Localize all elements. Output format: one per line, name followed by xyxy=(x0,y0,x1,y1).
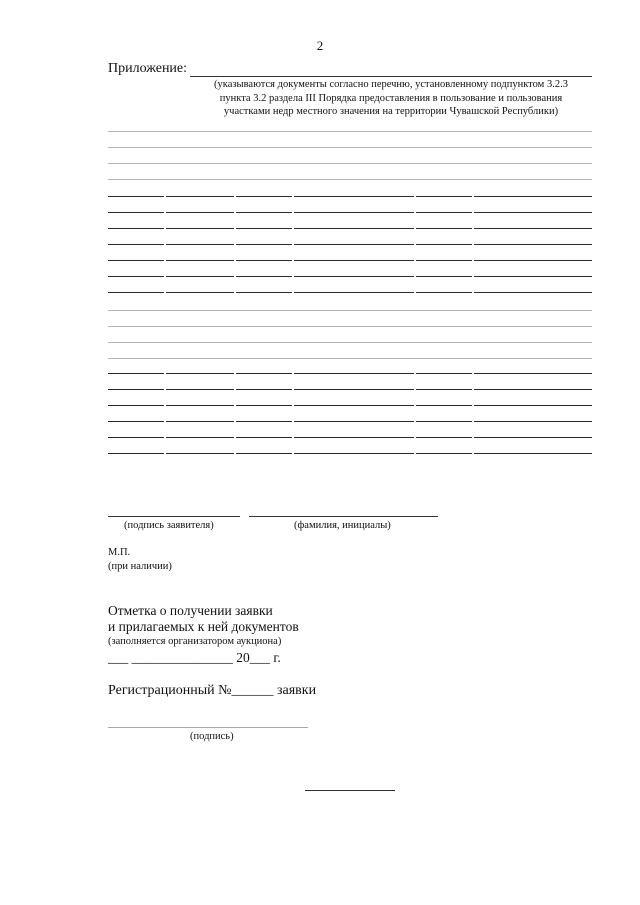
blank-fill-segment xyxy=(166,437,234,438)
blank-fill-segment xyxy=(416,453,472,454)
footer-separator-line xyxy=(305,790,395,791)
blank-fill-segment xyxy=(474,244,592,245)
blank-fill-segment xyxy=(108,212,164,213)
appendix-note-line: участками недр местного значения на территории Чувашской Республики) xyxy=(223,106,559,117)
blank-fill-segment xyxy=(416,373,472,374)
appendix-note xyxy=(160,78,622,119)
appendix-note-line: (указываются документы согласно перечню, установленному подпунктом 3.2.3 xyxy=(214,79,568,90)
registration-number: Регистрационный №______ заявки xyxy=(108,683,317,698)
blank-fill-segment xyxy=(166,405,234,406)
blank-fill-segment xyxy=(236,292,292,293)
blank-fill-line xyxy=(108,326,592,327)
blank-fill-segment xyxy=(416,437,472,438)
receipt-title-line1: Отметка о получении заявки xyxy=(108,603,273,618)
blank-fill-segment xyxy=(474,373,592,374)
blank-fill-segment xyxy=(294,389,414,390)
blank-fill-segment xyxy=(416,276,472,277)
blank-fill-segment xyxy=(236,421,292,422)
blank-fill-segment xyxy=(474,260,592,261)
name-initials-caption: (фамилия, инициалы) xyxy=(294,520,391,531)
blank-fill-segment xyxy=(236,244,292,245)
receipt-date-line: ___ _______________ 20___ г. xyxy=(108,650,281,665)
receiver-signature-line xyxy=(108,727,308,728)
blank-fill-segment xyxy=(236,373,292,374)
blank-fill-segment xyxy=(474,212,592,213)
blank-fill-segment xyxy=(294,228,414,229)
page-number: 2 xyxy=(316,38,324,53)
appendix-label: Приложение: xyxy=(108,61,188,76)
blank-fill-segment xyxy=(416,421,472,422)
blank-fill-segment xyxy=(166,260,234,261)
blank-fill-segment xyxy=(236,260,292,261)
blank-fill-segment xyxy=(236,228,292,229)
blank-fill-segment xyxy=(166,196,234,197)
stamp-label: М.П. xyxy=(108,547,131,558)
blank-fill-segment xyxy=(294,196,414,197)
blank-fill-segment xyxy=(294,437,414,438)
blank-fill-segment xyxy=(108,389,164,390)
name-initials-line xyxy=(249,516,438,517)
blank-fill-segment xyxy=(474,405,592,406)
blank-fill-segment xyxy=(236,437,292,438)
blank-fill-segment xyxy=(294,373,414,374)
blank-fill-line xyxy=(108,342,592,343)
blank-fill-segment xyxy=(108,421,164,422)
blank-fill-segment xyxy=(236,196,292,197)
blank-fill-segment xyxy=(416,196,472,197)
blank-fill-segment xyxy=(166,244,234,245)
blank-fill-segment xyxy=(416,228,472,229)
blank-fill-segment xyxy=(416,260,472,261)
blank-fill-segment xyxy=(474,196,592,197)
blank-fill-segment xyxy=(236,389,292,390)
blank-fill-line xyxy=(108,358,592,359)
receipt-note: (заполняется организатором аукциона) xyxy=(108,636,282,647)
blank-fill-segment xyxy=(474,292,592,293)
appendix-note-line: пункта 3.2 раздела III Порядка предоставления в пользование и пользования xyxy=(219,92,563,104)
receiver-signature-caption: (подпись) xyxy=(190,731,234,742)
blank-fill-segment xyxy=(108,228,164,229)
blank-fill-segment xyxy=(294,453,414,454)
blank-fill-segment xyxy=(416,212,472,213)
blank-fill-segment xyxy=(166,389,234,390)
receipt-title-line2: и прилагаемых к ней документов xyxy=(108,619,299,634)
applicant-signature-line xyxy=(108,516,240,517)
blank-fill-segment xyxy=(474,276,592,277)
blank-fill-line xyxy=(108,179,592,180)
blank-fill-segment xyxy=(416,292,472,293)
applicant-signature-caption: (подпись заявителя) xyxy=(124,520,214,531)
blank-fill-segment xyxy=(166,212,234,213)
blank-fill-segment xyxy=(236,212,292,213)
blank-fill-segment xyxy=(294,244,414,245)
blank-fill-segment xyxy=(108,244,164,245)
blank-fill-segment xyxy=(236,405,292,406)
blank-fill-line xyxy=(108,163,592,164)
blank-fill-segment xyxy=(166,228,234,229)
blank-fill-segment xyxy=(166,292,234,293)
blank-fill-segment xyxy=(474,453,592,454)
stamp-note: (при наличии) xyxy=(108,561,172,572)
blank-fill-segment xyxy=(474,421,592,422)
blank-fill-segment xyxy=(474,437,592,438)
appendix-fill-line xyxy=(190,76,592,77)
blank-fill-segment xyxy=(166,421,234,422)
blank-fill-segment xyxy=(236,276,292,277)
blank-fill-segment xyxy=(294,212,414,213)
blank-fill-line xyxy=(108,147,592,148)
blank-fill-segment xyxy=(416,389,472,390)
blank-fill-segment xyxy=(236,453,292,454)
blank-fill-segment xyxy=(108,292,164,293)
blank-fill-segment xyxy=(108,373,164,374)
blank-fill-segment xyxy=(166,453,234,454)
blank-fill-segment xyxy=(108,276,164,277)
blank-fill-segment xyxy=(294,260,414,261)
blank-fill-segment xyxy=(108,196,164,197)
blank-fill-segment xyxy=(294,292,414,293)
blank-fill-line xyxy=(108,310,592,311)
blank-fill-segment xyxy=(474,228,592,229)
blank-fill-segment xyxy=(474,389,592,390)
blank-fill-segment xyxy=(108,260,164,261)
blank-fill-segment xyxy=(294,421,414,422)
blank-fill-segment xyxy=(416,405,472,406)
blank-fill-segment xyxy=(294,405,414,406)
blank-fill-segment xyxy=(108,437,164,438)
blank-fill-segment xyxy=(108,453,164,454)
blank-fill-line xyxy=(108,131,592,132)
blank-fill-segment xyxy=(416,244,472,245)
blank-fill-segment xyxy=(166,373,234,374)
blank-fill-segment xyxy=(108,405,164,406)
blank-fill-segment xyxy=(166,276,234,277)
blank-fill-segment xyxy=(294,276,414,277)
